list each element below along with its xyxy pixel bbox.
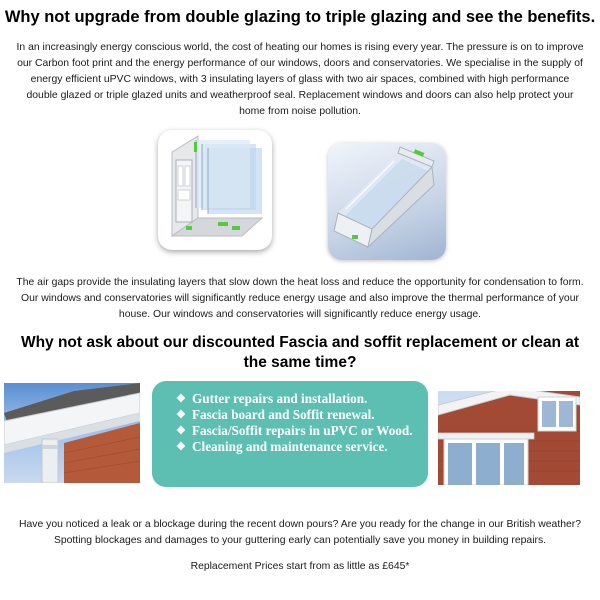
leak-paragraph: Have you noticed a leak or a blockage during the recent down pours? Are you ready for the change in our British weather? Spotting blockages and damages to your guttering early can potentially save you money in building repairs. [18,519,581,546]
double-glazing-corner-image [328,143,446,260]
diamond-bullet-icon: ❖ [176,393,186,405]
service-label: Fascia/Soffit repairs in uPVC or Wood. [192,423,413,438]
window-corner-icon [328,143,446,260]
diamond-bullet-icon: ❖ [176,409,186,421]
service-label: Fascia board and Soffit renewal. [192,407,375,422]
house-photo [438,391,580,485]
service-label: Gutter repairs and installation. [192,391,368,406]
main-heading: Why not upgrade from double glazing to triple glazing and see the benefits. [4,8,596,26]
fascia-heading: Why not ask about our discounted Fascia and soffit replacement or clean at the same time? [20,334,580,371]
service-item-cleaning [176,439,418,455]
service-item-fascia-repairs [176,423,418,439]
house-fascia-icon [438,391,580,485]
gutter-photo [4,383,140,483]
service-label: Cleaning and maintenance service. [192,439,388,454]
intro-paragraph: In an increasingly energy conscious world, the cost of heating our homes is rising every year. The pressure is on to improve our Carbon foot print and the energy performance of our windows, doors and conservatories. We specialise in the supply of energy efficient uPVC windows, with 3 insulating layers of glass with two air spaces, combined with high performance double glazed or triple glazed units and weatherproof seal. Replacement windows and doors can also help protect your home from noise pollution. [16,42,584,117]
price-text: Replacement Prices start from as little as £645* [190,561,410,572]
air-gap-paragraph: The air gaps provide the insulating layers that slow down the heat loss and reduce the opportunity for condensation to form. Our windows and conservatories will significantly reduce energy usage and also improve the thermal performance of your house. Our windows and conservatories will significantly reduce energy usage. [16,277,584,320]
services-list [176,391,418,455]
services-box [152,381,428,487]
triple-glazing-cross-section-image [158,130,272,250]
service-item-fascia-board [176,407,418,423]
window-profile-icon [158,130,272,250]
service-item-gutter [176,391,418,407]
diamond-bullet-icon: ❖ [176,425,186,437]
gutter-fascia-icon [4,383,140,483]
diamond-bullet-icon: ❖ [176,441,186,453]
